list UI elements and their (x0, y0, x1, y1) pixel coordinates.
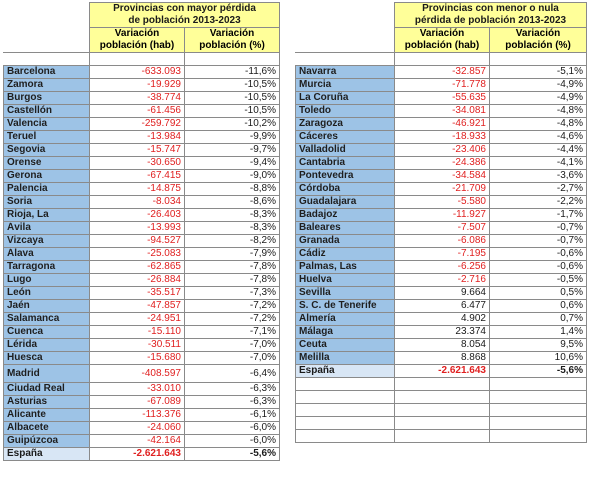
empty-row (296, 417, 587, 430)
table-row (296, 144, 587, 157)
province-name: Cuenca (4, 326, 90, 339)
province-name: Córdoba (296, 183, 395, 196)
population-change: -6.256 (395, 261, 490, 274)
table-row (4, 248, 280, 261)
population-change: 8.054 (395, 339, 490, 352)
empty-cell (296, 430, 395, 443)
population-change: -19.929 (90, 79, 185, 92)
table-row (4, 196, 280, 209)
col-header-pct-line-2: población (%) (199, 40, 265, 51)
population-change: -24.386 (395, 157, 490, 170)
population-change: -33.010 (90, 383, 185, 396)
corner-blank (4, 3, 90, 53)
table-row (4, 339, 280, 352)
table-row (4, 300, 280, 313)
empty-cell (490, 417, 587, 430)
percent-change: 0,7% (490, 313, 587, 326)
province-name: Ávila (4, 222, 90, 235)
population-change: -21.709 (395, 183, 490, 196)
percent-change: -8,3% (185, 222, 280, 235)
percent-change: -10,5% (185, 92, 280, 105)
population-change: -42.164 (90, 435, 185, 448)
province-name: Baleares (296, 222, 395, 235)
empty-cell (395, 391, 490, 404)
province-name: Huesca (4, 352, 90, 365)
empty-row (296, 430, 587, 443)
percent-change: 10,6% (490, 352, 587, 365)
empty-cell (490, 378, 587, 391)
title-line-1: Provincias con menor o nula (422, 3, 559, 14)
province-name: Valladolid (296, 144, 395, 157)
population-change: -62.865 (90, 261, 185, 274)
table-row (296, 92, 587, 105)
col-header-pct-line-2: población (%) (505, 40, 571, 51)
total-population-change: -2.621.643 (395, 365, 490, 378)
province-name: Murcia (296, 79, 395, 92)
population-change: -61.456 (90, 105, 185, 118)
total-population-change: -2.621.643 (90, 448, 185, 461)
percent-change: -7,0% (185, 352, 280, 365)
percent-change: -6,3% (185, 396, 280, 409)
population-change: -23.406 (395, 144, 490, 157)
total-row (4, 448, 280, 461)
percent-change: -4,1% (490, 157, 587, 170)
col-header-hab (90, 28, 185, 53)
population-change: 23.374 (395, 326, 490, 339)
percent-change: 9,5% (490, 339, 587, 352)
province-name: Badajoz (296, 209, 395, 222)
percent-change: -9,9% (185, 131, 280, 144)
title-line-2: pérdida de población 2013-2023 (414, 15, 567, 26)
table-row (296, 196, 587, 209)
percent-change: -6,3% (185, 383, 280, 396)
population-change: -34.081 (395, 105, 490, 118)
table-row (296, 209, 587, 222)
table-title (395, 3, 587, 28)
table-row (4, 422, 280, 435)
province-name: Cáceres (296, 131, 395, 144)
percent-change: -7,9% (185, 248, 280, 261)
province-name: Soria (4, 196, 90, 209)
population-change: 6.477 (395, 300, 490, 313)
total-label: España (4, 448, 90, 461)
empty-row (296, 404, 587, 417)
table-row (4, 118, 280, 131)
population-change: -47.857 (90, 300, 185, 313)
percent-change: -4,8% (490, 118, 587, 131)
table-row (296, 79, 587, 92)
title-line-2: de población 2013-2023 (128, 15, 241, 26)
table-row (296, 170, 587, 183)
table-row (296, 131, 587, 144)
population-change: -25.083 (90, 248, 185, 261)
table-row (4, 209, 280, 222)
province-name: Segovia (4, 144, 90, 157)
col-header-hab-line-1: Variación (114, 28, 160, 39)
population-change: -6.086 (395, 235, 490, 248)
percent-change: -6,0% (185, 422, 280, 435)
population-change: -24.951 (90, 313, 185, 326)
province-name: Pontevedra (296, 170, 395, 183)
percent-change: -9,7% (185, 144, 280, 157)
province-name: Huelva (296, 274, 395, 287)
population-change: -13.993 (90, 222, 185, 235)
table-mayor-perdida (3, 2, 280, 461)
province-name: Salamanca (4, 313, 90, 326)
population-change: -35.517 (90, 287, 185, 300)
percent-change: -10,2% (185, 118, 280, 131)
percent-change: -1,7% (490, 209, 587, 222)
province-name: Guipúzcoa (4, 435, 90, 448)
population-change: -14.875 (90, 183, 185, 196)
table-row (4, 105, 280, 118)
table-row (296, 274, 587, 287)
population-change: -633.093 (90, 66, 185, 79)
population-change: -18.933 (395, 131, 490, 144)
table-row (296, 300, 587, 313)
population-change: -32.857 (395, 66, 490, 79)
table-row (296, 313, 587, 326)
percent-change: -6,4% (185, 365, 280, 383)
percent-change: -9,4% (185, 157, 280, 170)
percent-change: -9,0% (185, 170, 280, 183)
province-name: Teruel (4, 131, 90, 144)
population-change: -5.580 (395, 196, 490, 209)
table-row (4, 157, 280, 170)
population-change: -15.747 (90, 144, 185, 157)
percent-change: -8,6% (185, 196, 280, 209)
province-name: Navarra (296, 66, 395, 79)
percent-change: -10,5% (185, 105, 280, 118)
table-row (4, 313, 280, 326)
total-label: España (296, 365, 395, 378)
population-change: -11.927 (395, 209, 490, 222)
percent-change: -4,4% (490, 144, 587, 157)
population-change: -38.774 (90, 92, 185, 105)
population-change: -67.415 (90, 170, 185, 183)
population-change: 9.664 (395, 287, 490, 300)
province-name: Toledo (296, 105, 395, 118)
population-change: -34.584 (395, 170, 490, 183)
province-name: Ciudad Real (4, 383, 90, 396)
percent-change: -11,6% (185, 66, 280, 79)
population-change: -2.716 (395, 274, 490, 287)
col-header-pct-line-1: Variación (515, 28, 561, 39)
percent-change: -4,6% (490, 131, 587, 144)
table-menor-perdida (295, 2, 587, 443)
population-change: -46.921 (395, 118, 490, 131)
population-change: -24.060 (90, 422, 185, 435)
col-header-hab-line-2: población (hab) (404, 40, 480, 51)
population-change: -7.507 (395, 222, 490, 235)
population-change: -13.984 (90, 131, 185, 144)
table-row (4, 144, 280, 157)
title-line-1: Provincias con mayor pérdida (113, 3, 256, 14)
table-row (4, 274, 280, 287)
population-change: -8.034 (90, 196, 185, 209)
table-row (296, 287, 587, 300)
table-row (296, 339, 587, 352)
percent-change: -0,7% (490, 235, 587, 248)
province-name: Tarragona (4, 261, 90, 274)
empty-cell (395, 417, 490, 430)
percent-change: -5,1% (490, 66, 587, 79)
table-row (4, 409, 280, 422)
col-header-pct-line-1: Variación (209, 28, 255, 39)
percent-change: -2,2% (490, 196, 587, 209)
province-name: Asturias (4, 396, 90, 409)
table-title (90, 3, 280, 28)
table-row (4, 435, 280, 448)
table-row (4, 326, 280, 339)
empty-cell (296, 391, 395, 404)
province-name: Zamora (4, 79, 90, 92)
empty-row (296, 391, 587, 404)
empty-cell (296, 378, 395, 391)
total-percent-change: -5,6% (490, 365, 587, 378)
percent-change: -0,7% (490, 222, 587, 235)
percent-change: 0,5% (490, 287, 587, 300)
province-name: Guadalajara (296, 196, 395, 209)
table-row (4, 287, 280, 300)
province-name: Burgos (4, 92, 90, 105)
province-name: Jaén (4, 300, 90, 313)
table-row (296, 157, 587, 170)
table-row (296, 352, 587, 365)
table-row (4, 131, 280, 144)
table-row (4, 235, 280, 248)
population-change: -259.792 (90, 118, 185, 131)
table-row (4, 92, 280, 105)
province-name: Granada (296, 235, 395, 248)
empty-cell (490, 430, 587, 443)
percent-change: -7,2% (185, 300, 280, 313)
percent-change: -7,3% (185, 287, 280, 300)
percent-change: -0,6% (490, 248, 587, 261)
percent-change: -10,5% (185, 79, 280, 92)
province-name: Sevilla (296, 287, 395, 300)
percent-change: -6,0% (185, 435, 280, 448)
total-percent-change: -5,6% (185, 448, 280, 461)
population-change: -30.511 (90, 339, 185, 352)
percent-change: -8,8% (185, 183, 280, 196)
percent-change: -0,5% (490, 274, 587, 287)
province-name: Valencia (4, 118, 90, 131)
province-name: Madrid (4, 365, 90, 383)
percent-change: -7,8% (185, 274, 280, 287)
table-row (296, 118, 587, 131)
percent-change: -7,1% (185, 326, 280, 339)
empty-cell (395, 404, 490, 417)
col-header-pct (185, 28, 280, 53)
empty-cell (490, 391, 587, 404)
population-change: -26.884 (90, 274, 185, 287)
province-name: Melilla (296, 352, 395, 365)
table-row (296, 222, 587, 235)
percent-change: -7,8% (185, 261, 280, 274)
province-name: Palmas, Las (296, 261, 395, 274)
population-change: -15.680 (90, 352, 185, 365)
table-row (4, 352, 280, 365)
population-change: -94.527 (90, 235, 185, 248)
percent-change: -7,2% (185, 313, 280, 326)
empty-cell (395, 378, 490, 391)
table-row (296, 248, 587, 261)
province-name: Castellón (4, 105, 90, 118)
population-change: -55.635 (395, 92, 490, 105)
empty-cell (490, 404, 587, 417)
percent-change: 1,4% (490, 326, 587, 339)
population-change: -113.376 (90, 409, 185, 422)
col-header-pct (490, 28, 587, 53)
province-name: Cádiz (296, 248, 395, 261)
table-row (4, 261, 280, 274)
table-row (4, 170, 280, 183)
col-header-hab-line-1: Variación (419, 28, 465, 39)
province-name: Lugo (4, 274, 90, 287)
percent-change: -0,6% (490, 261, 587, 274)
table-row (4, 79, 280, 92)
province-name: Almería (296, 313, 395, 326)
table-row (4, 396, 280, 409)
table-row (296, 183, 587, 196)
percent-change: -8,3% (185, 209, 280, 222)
population-change: -408.597 (90, 365, 185, 383)
population-change: -7.195 (395, 248, 490, 261)
province-name: Alicante (4, 409, 90, 422)
province-name: Orense (4, 157, 90, 170)
province-name: Lérida (4, 339, 90, 352)
population-change: -67.089 (90, 396, 185, 409)
population-change: -30.650 (90, 157, 185, 170)
province-name: Gerona (4, 170, 90, 183)
percent-change: -4,8% (490, 105, 587, 118)
col-header-hab (395, 28, 490, 53)
table-row (296, 105, 587, 118)
table-row (4, 183, 280, 196)
province-name: Albacete (4, 422, 90, 435)
population-change: -26.403 (90, 209, 185, 222)
percent-change: -7,0% (185, 339, 280, 352)
percent-change: -8,2% (185, 235, 280, 248)
table-row (296, 261, 587, 274)
province-name: Álava (4, 248, 90, 261)
province-name: Rioja, La (4, 209, 90, 222)
empty-cell (395, 430, 490, 443)
table-row (4, 365, 280, 383)
province-name: Cantabria (296, 157, 395, 170)
percent-change: -4,9% (490, 79, 587, 92)
province-name: S. C. de Tenerife (296, 300, 395, 313)
province-name: León (4, 287, 90, 300)
table-row (296, 66, 587, 79)
population-change: -15.110 (90, 326, 185, 339)
table-row (296, 235, 587, 248)
province-name: Zaragoza (296, 118, 395, 131)
province-name: Barcelona (4, 66, 90, 79)
population-change: -71.778 (395, 79, 490, 92)
population-change: 4.902 (395, 313, 490, 326)
percent-change: -4,9% (490, 92, 587, 105)
corner-blank (296, 3, 395, 53)
province-name: Málaga (296, 326, 395, 339)
province-name: Ceuta (296, 339, 395, 352)
col-header-hab-line-2: población (hab) (99, 40, 175, 51)
table-row (296, 326, 587, 339)
percent-change: -6,1% (185, 409, 280, 422)
table-row (4, 66, 280, 79)
table-row (4, 222, 280, 235)
empty-cell (296, 417, 395, 430)
province-name: Vizcaya (4, 235, 90, 248)
percent-change: 0,6% (490, 300, 587, 313)
empty-cell (296, 404, 395, 417)
percent-change: -2,7% (490, 183, 587, 196)
total-row (296, 365, 587, 378)
population-change: 8.868 (395, 352, 490, 365)
empty-row (296, 378, 587, 391)
table-row (4, 383, 280, 396)
province-name: La Coruña (296, 92, 395, 105)
percent-change: -3,6% (490, 170, 587, 183)
province-name: Palencia (4, 183, 90, 196)
